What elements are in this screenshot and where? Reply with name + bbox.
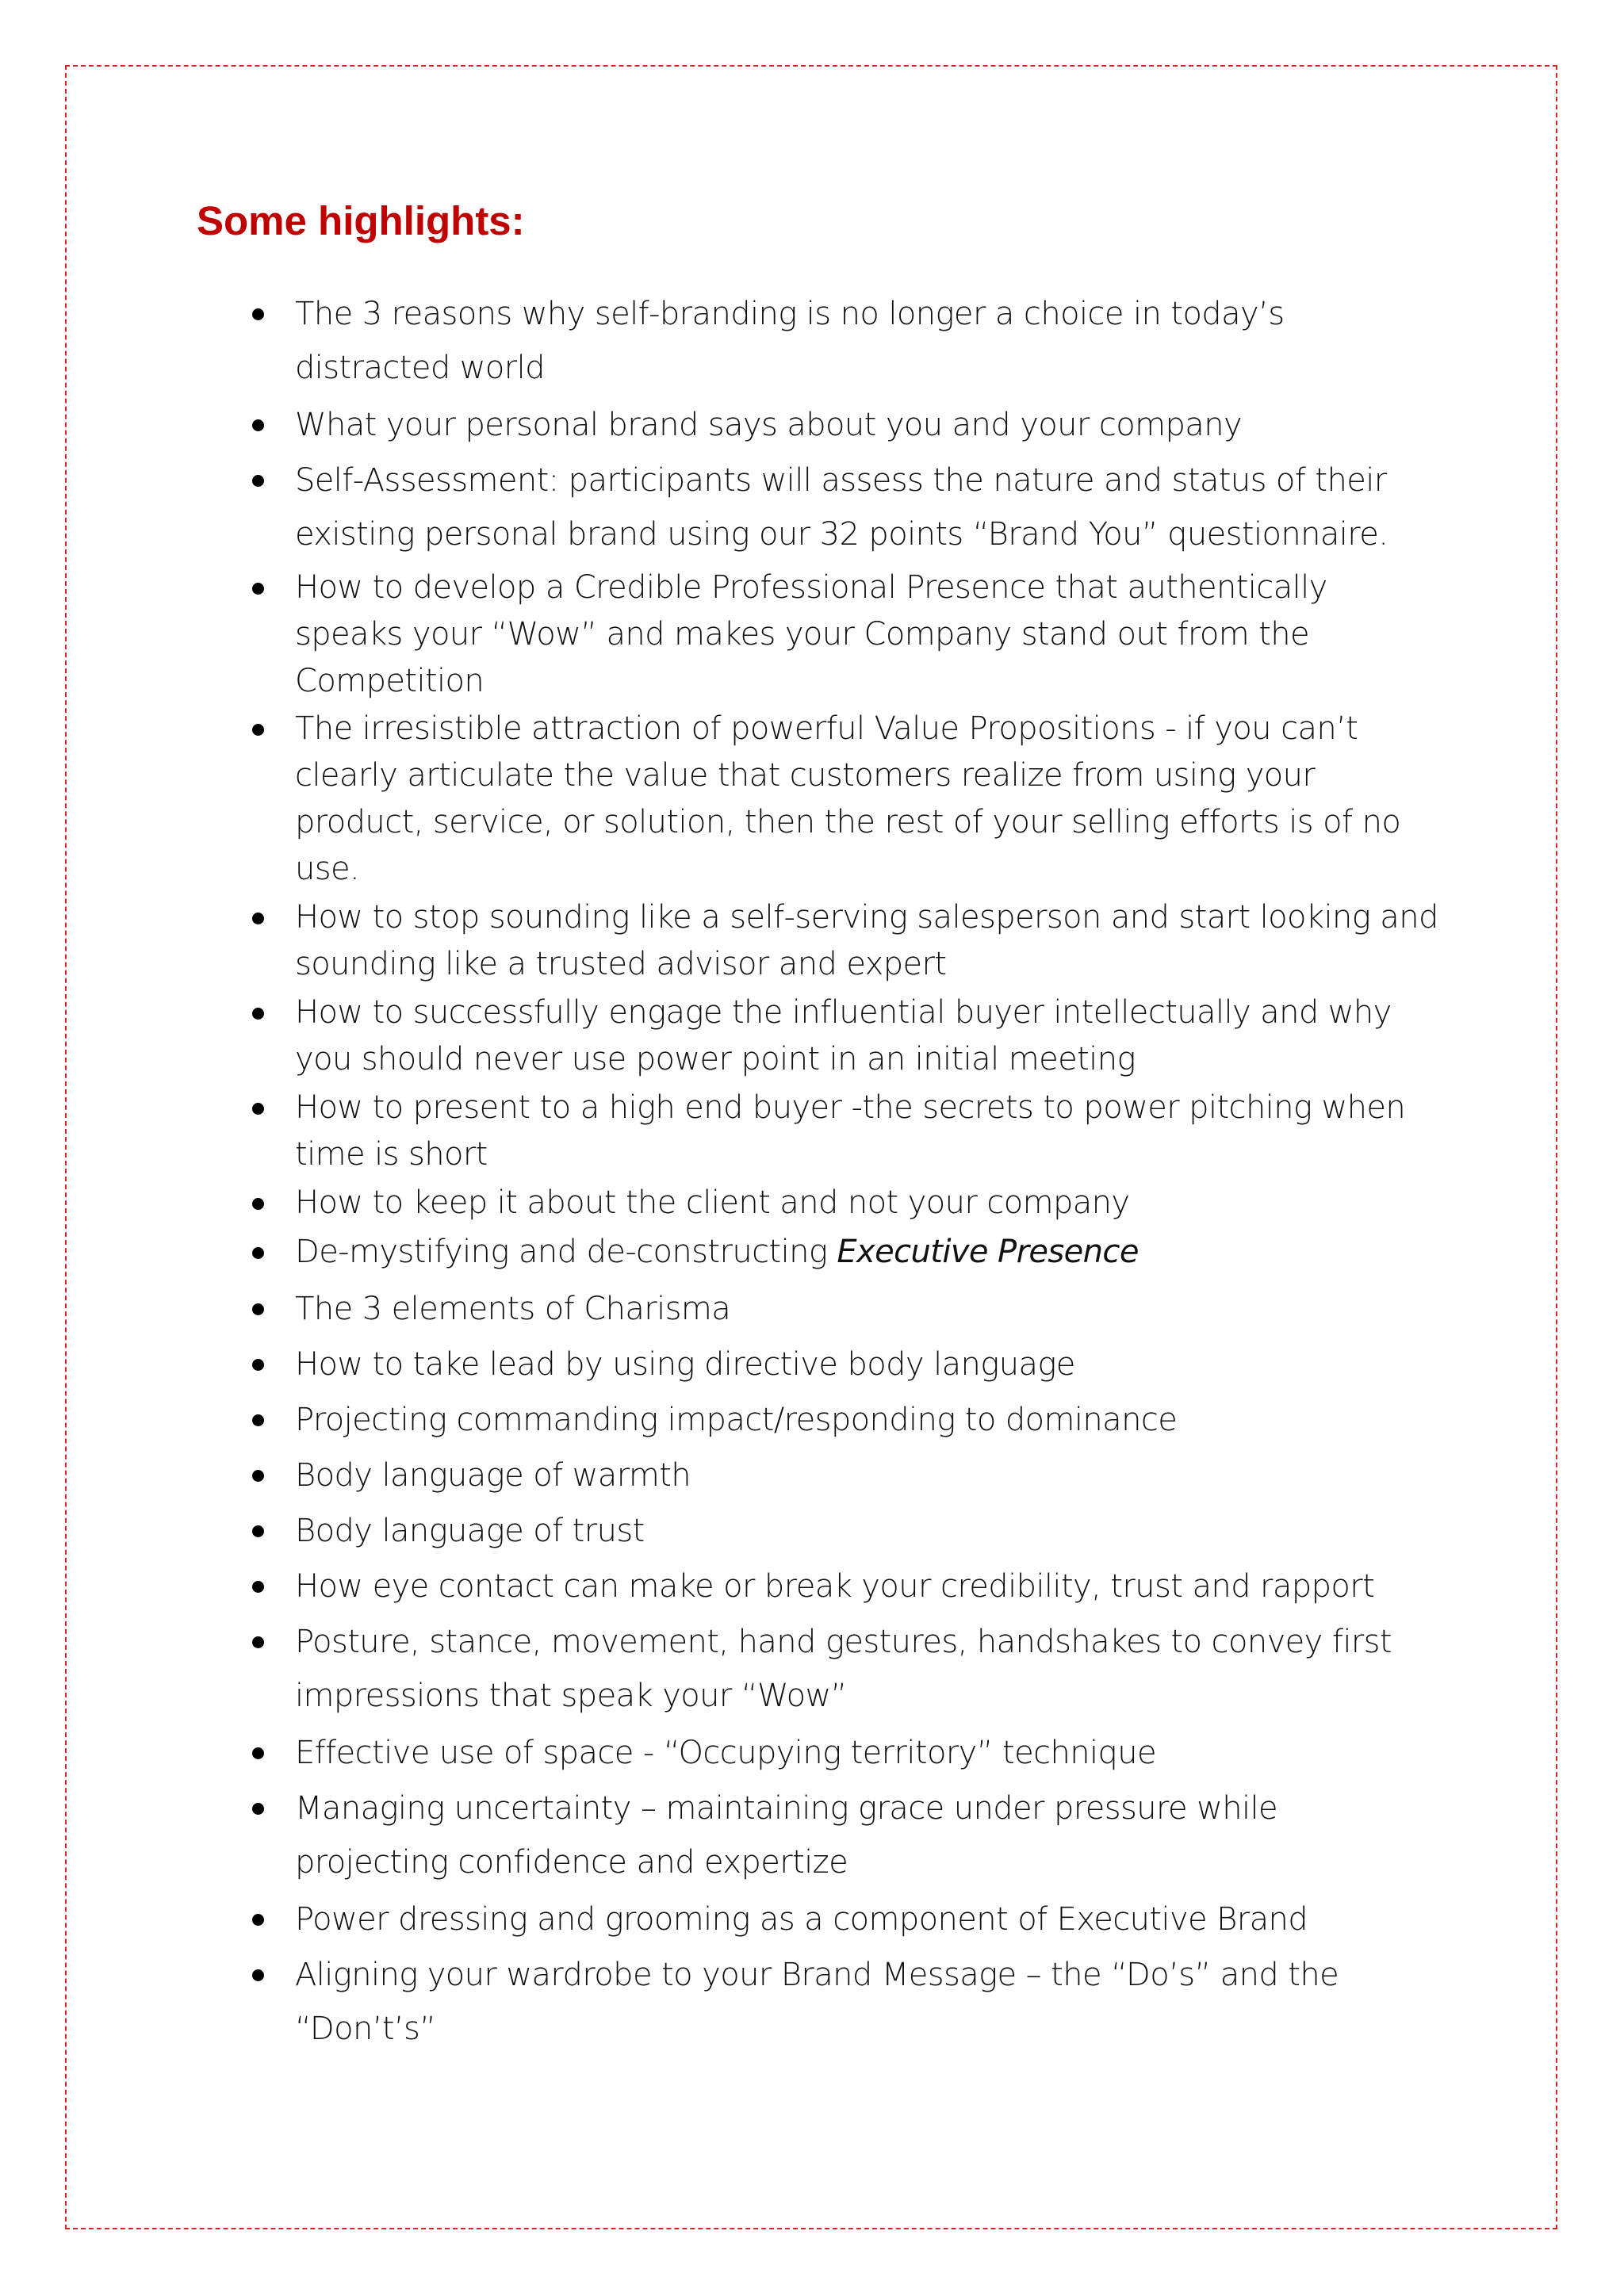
list-item-line: How to keep it about the client and not your company <box>295 1184 1130 1221</box>
bullet-icon <box>252 583 264 595</box>
list-item-text <box>295 706 1421 893</box>
list-item-line: How to take lead by using directive body language <box>295 1346 1075 1383</box>
list-item-line: you should never use power point in an initial meeting <box>295 1041 1136 1077</box>
list-item-line: Effective use of space - “Occupying territory” technique <box>295 1735 1157 1771</box>
list-item-text <box>295 1229 1421 1276</box>
list-item-line: The 3 elements of Charisma <box>295 1291 731 1327</box>
list-item-text <box>295 453 1421 561</box>
list-item-line: clearly articulate the value that customers realize from using your <box>295 757 1316 794</box>
bullet-icon <box>252 1803 264 1815</box>
bullet-icon <box>252 1359 264 1371</box>
bullet-icon <box>252 1303 264 1315</box>
bullet-icon <box>252 724 264 736</box>
bullet-icon <box>252 475 264 487</box>
bullet-icon <box>252 1198 264 1210</box>
list-item-text <box>295 894 1438 988</box>
bullet-icon <box>252 1581 264 1593</box>
bullet-icon <box>252 1525 264 1537</box>
list-item-line: Managing uncertainty – maintaining grace under pressure while <box>295 1790 1277 1827</box>
list-item-text <box>295 1180 1421 1226</box>
bullet-icon <box>252 1969 264 1981</box>
list-item-line: How to develop a Credible Professional Presence that authentically <box>295 569 1327 606</box>
list-item-line: existing personal brand using our 32 points “Brand You” questionnaire. <box>295 516 1388 553</box>
list-item-line: What your personal brand says about you and your company <box>295 407 1243 443</box>
list-item-line: How to present to a high end buyer -the secrets to power pitching when <box>295 1089 1406 1126</box>
list-item-text <box>295 989 1421 1083</box>
bullet-icon <box>252 1470 264 1482</box>
list-item-line: Body language of warmth <box>295 1457 691 1494</box>
list-item-text <box>295 1448 1421 1502</box>
list-item-line: Projecting commanding impact/responding to dominance <box>295 1402 1178 1438</box>
list-item-line: How to successfully engage the influential buyer intellectually and why <box>295 994 1392 1031</box>
page-heading: Some highlights: <box>197 198 525 243</box>
list-item-line: time is short <box>295 1136 488 1173</box>
bullet-icon <box>252 1008 264 1020</box>
list-item-line: Power dressing and grooming as a component of Executive Brand <box>295 1901 1308 1938</box>
bullet-icon <box>252 913 264 924</box>
bullet-icon <box>252 1747 264 1759</box>
bullet-icon <box>252 1247 264 1259</box>
list-item-line: Posture, stance, movement, hand gestures, handshakes to convey first <box>295 1624 1392 1660</box>
list-item-text <box>295 1948 1421 2056</box>
list-item-line: speaks your “Wow” and makes your Company stand out from the <box>295 616 1310 652</box>
list-item-line: How to stop sounding like a self-serving salesperson and start looking and <box>295 899 1438 936</box>
list-item-text <box>295 1085 1421 1178</box>
list-item-line: How eye contact can make or break your credibility, trust and rapport <box>295 1568 1375 1605</box>
list-item-text <box>295 1615 1421 1723</box>
list-item-line: The 3 reasons why self-branding is no longer a choice in today’s <box>295 296 1285 332</box>
list-item-line: “Don’t’s” <box>295 2011 436 2047</box>
bullet-icon <box>252 308 264 320</box>
list-item-line: projecting confidence and expertize <box>295 1844 848 1881</box>
bullet-icon <box>252 1414 264 1426</box>
list-item-text <box>295 1781 1421 1889</box>
bullet-icon <box>252 1103 264 1115</box>
list-item-text <box>295 564 1421 705</box>
bullet-icon <box>252 419 264 431</box>
list-item-text <box>295 1892 1421 1946</box>
list-item-text <box>295 287 1421 395</box>
list-item-text <box>295 1393 1421 1447</box>
bullet-icon <box>252 1914 264 1926</box>
list-item-line: sounding like a trusted advisor and expert <box>295 946 947 982</box>
list-item-text <box>295 1726 1421 1780</box>
list-item-text <box>295 1504 1421 1558</box>
list-item-text <box>295 1337 1421 1391</box>
bullet-icon <box>252 1636 264 1648</box>
list-item-line: impressions that speak your “Wow” <box>295 1678 847 1714</box>
list-item-line: product, service, or solution, then the rest of your selling efforts is of no <box>295 804 1401 840</box>
list-item-line: Self-Assessment: participants will assess the nature and status of their <box>295 462 1387 499</box>
list-item-line: Competition <box>295 663 485 699</box>
list-item-line: Aligning your wardrobe to your Brand Message – the “Do’s” and the <box>295 1957 1339 1993</box>
list-item-text <box>295 1282 1421 1336</box>
list-item-line: De-mystifying and de-constructing Executive Presence <box>295 1234 1139 1270</box>
list-item-line: distracted world <box>295 350 545 386</box>
emphasized-text: Executive Presence <box>837 1234 1139 1270</box>
list-item-line: use. <box>295 851 360 887</box>
list-item-text <box>295 398 1421 452</box>
list-item-line: Body language of trust <box>295 1513 645 1549</box>
list-item-text <box>295 1559 1421 1613</box>
list-item-line: The irresistible attraction of powerful Value Propositions - if you can’t <box>295 710 1358 747</box>
